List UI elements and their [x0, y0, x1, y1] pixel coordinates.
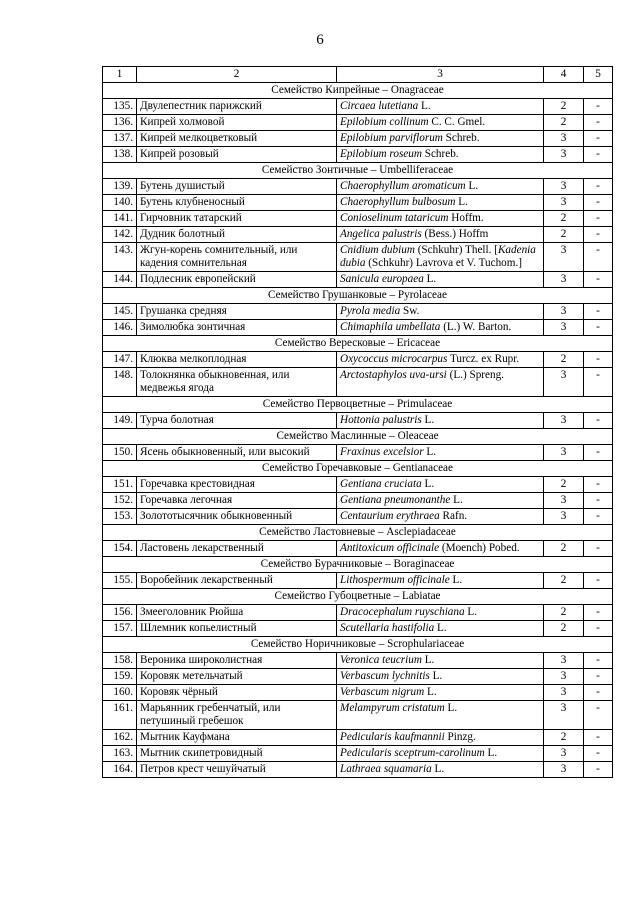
table-row: [103, 445, 613, 461]
latin-name: [337, 413, 544, 429]
latin-author: L.: [421, 478, 435, 490]
latin-binomial: Conioselinum tataricum: [340, 212, 449, 224]
table-body: [103, 83, 613, 778]
latin-binomial: Verbascum nigrum: [340, 686, 425, 698]
column-header: 4: [544, 67, 584, 83]
category-value: 3: [544, 272, 584, 288]
category-value: 3: [544, 445, 584, 461]
family-header-row: [103, 288, 613, 304]
category-value: 3: [544, 653, 584, 669]
family-header-row: [103, 429, 613, 445]
status-value: -: [584, 445, 613, 461]
latin-binomial: Chimaphila umbellata: [340, 321, 441, 333]
status-value: -: [584, 243, 613, 272]
row-number: 157.: [103, 621, 137, 637]
category-value: 3: [544, 509, 584, 525]
latin-author: L.: [431, 763, 445, 775]
table-row: [103, 243, 613, 272]
status-value: -: [584, 272, 613, 288]
category-value: 3: [544, 762, 584, 778]
latin-binomial: Fraxinus excelsior: [340, 446, 424, 458]
status-value: -: [584, 730, 613, 746]
latin-name: [337, 115, 544, 131]
category-value: 3: [544, 746, 584, 762]
latin-author: L.: [464, 606, 478, 618]
russian-name: Гирчовник татарский: [137, 211, 337, 227]
latin-name: [337, 541, 544, 557]
latin-name: [337, 179, 544, 195]
family-name: Семейство Норичниковые – Scrophulariaceae: [103, 637, 613, 653]
latin-name: [337, 320, 544, 336]
latin-binomial: Gentiana pneumonanthe: [340, 494, 451, 506]
latin-binomial: Angelica palustris: [340, 228, 422, 240]
status-value: -: [584, 621, 613, 637]
row-number: 164.: [103, 762, 137, 778]
latin-name: [337, 493, 544, 509]
family-header-row: [103, 557, 613, 573]
latin-author: (L.) Spreng.: [446, 369, 504, 381]
status-value: -: [584, 211, 613, 227]
category-value: 3: [544, 179, 584, 195]
latin-author: L.: [421, 414, 435, 426]
latin-author: (Moench) Pobed.: [439, 542, 520, 554]
latin-author: Pinzg.: [444, 731, 476, 743]
status-value: -: [584, 762, 613, 778]
russian-name: Марьянник гребенчатый, или петушиный гребешок: [137, 701, 337, 730]
russian-name: Зимолюбка зонтичная: [137, 320, 337, 336]
status-value: -: [584, 147, 613, 163]
row-number: 140.: [103, 195, 137, 211]
family-name: Семейство Маслинные – Oleaceae: [103, 429, 613, 445]
status-value: -: [584, 509, 613, 525]
status-value: -: [584, 115, 613, 131]
status-value: -: [584, 304, 613, 320]
latin-author: (L.) W. Barton.: [440, 321, 512, 333]
russian-name: Бутень душистый: [137, 179, 337, 195]
russian-name: Кипрей розовый: [137, 147, 337, 163]
latin-binomial: Hottonia palustris: [340, 414, 422, 426]
column-header: 5: [584, 67, 613, 83]
table-row: [103, 653, 613, 669]
status-value: -: [584, 653, 613, 669]
latin-author: (Schkuhr) Thell. [: [414, 244, 498, 256]
row-number: 143.: [103, 243, 137, 272]
family-name: Семейство Вересковые – Ericaceae: [103, 336, 613, 352]
row-number: 161.: [103, 701, 137, 730]
latin-binomial: Lithospermum officinale: [340, 574, 450, 586]
latin-name: [337, 211, 544, 227]
table-row: [103, 147, 613, 163]
latin-name: [337, 352, 544, 368]
latin-binomial: Circaea lutetiana: [340, 100, 419, 112]
latin-name: [337, 368, 544, 397]
russian-name: Грушанка средняя: [137, 304, 337, 320]
category-value: 2: [544, 99, 584, 115]
status-value: -: [584, 352, 613, 368]
table-row: [103, 685, 613, 701]
category-value: 3: [544, 685, 584, 701]
status-value: -: [584, 368, 613, 397]
row-number: 152.: [103, 493, 137, 509]
russian-name: Подлесник европейский: [137, 272, 337, 288]
table-header-row: [103, 67, 613, 83]
status-value: -: [584, 669, 613, 685]
table-row: [103, 131, 613, 147]
russian-name: Ластовень лекарственный: [137, 541, 337, 557]
latin-author: L.: [465, 180, 479, 192]
category-value: 3: [544, 147, 584, 163]
category-value: 2: [544, 621, 584, 637]
category-value: 2: [544, 115, 584, 131]
row-number: 149.: [103, 413, 137, 429]
latin-name: [337, 746, 544, 762]
russian-name: Мытник скипетровидный: [137, 746, 337, 762]
family-name: Семейство Первоцветные – Primulaceae: [103, 397, 613, 413]
status-value: -: [584, 605, 613, 621]
russian-name: Бутень клубненосный: [137, 195, 337, 211]
table-row: [103, 493, 613, 509]
latin-name: [337, 272, 544, 288]
latin-author: Rafn.: [439, 510, 468, 522]
latin-author: L.: [423, 446, 437, 458]
table-row: [103, 730, 613, 746]
table-row: [103, 701, 613, 730]
family-header-row: [103, 461, 613, 477]
status-value: -: [584, 493, 613, 509]
family-name: Семейство Горечавковые – Gentianaceae: [103, 461, 613, 477]
category-value: 2: [544, 605, 584, 621]
status-value: -: [584, 227, 613, 243]
table-row: [103, 413, 613, 429]
table-row: [103, 99, 613, 115]
status-value: -: [584, 573, 613, 589]
family-name: Семейство Грушанковые – Pyrolaceae: [103, 288, 613, 304]
latin-name: [337, 605, 544, 621]
table-row: [103, 746, 613, 762]
page-number: 6: [316, 32, 324, 48]
table-row: [103, 621, 613, 637]
latin-binomial: Veronica teucrium: [340, 654, 422, 666]
latin-binomial: Chaerophyllum aromaticum: [340, 180, 466, 192]
family-header-row: [103, 637, 613, 653]
table-row: [103, 272, 613, 288]
latin-author: L.: [450, 494, 463, 506]
row-number: 137.: [103, 131, 137, 147]
latin-author: L.: [449, 574, 463, 586]
row-number: 153.: [103, 509, 137, 525]
table-row: [103, 352, 613, 368]
status-value: -: [584, 179, 613, 195]
latin-name: [337, 685, 544, 701]
family-name: Семейство Зонтичные – Umbelliferaceae: [103, 163, 613, 179]
russian-name: Двулепестник парижский: [137, 99, 337, 115]
category-value: 3: [544, 195, 584, 211]
russian-name: Горечавка крестовидная: [137, 477, 337, 493]
latin-binomial: Cnidium dubium: [340, 244, 415, 256]
column-header: 2: [137, 67, 337, 83]
category-value: 2: [544, 573, 584, 589]
row-number: 139.: [103, 179, 137, 195]
latin-name: [337, 730, 544, 746]
latin-binomial: Chaerophyllum bulbosum: [340, 196, 456, 208]
row-number: 151.: [103, 477, 137, 493]
latin-author: C. C. Gmel.: [428, 116, 486, 128]
status-value: -: [584, 195, 613, 211]
category-value: 2: [544, 541, 584, 557]
latin-binomial: Epilobium parviflorum: [340, 132, 443, 144]
category-value: 3: [544, 413, 584, 429]
table-row: [103, 477, 613, 493]
latin-author: (Bess.) Hoffm: [421, 228, 489, 240]
latin-name: [337, 573, 544, 589]
status-value: -: [584, 413, 613, 429]
latin-name: [337, 701, 544, 730]
row-number: 144.: [103, 272, 137, 288]
russian-name: Дудник болотный: [137, 227, 337, 243]
family-name: Семейство Кипрейные – Onagraceae: [103, 83, 613, 99]
latin-name: [337, 653, 544, 669]
table-row: [103, 211, 613, 227]
latin-binomial: Arctostaphylos uva-ursi: [340, 369, 447, 381]
row-number: 150.: [103, 445, 137, 461]
family-name: Семейство Губоцветные – Labiatae: [103, 589, 613, 605]
table-row: [103, 509, 613, 525]
russian-name: Шлемник копьелистный: [137, 621, 337, 637]
latin-binomial: Kadenia dubia: [340, 244, 536, 269]
latin-author: Sw.: [400, 305, 420, 317]
russian-name: Золототысячник обыкновенный: [137, 509, 337, 525]
latin-binomial: Centaurium erythraea: [340, 510, 440, 522]
status-value: -: [584, 541, 613, 557]
row-number: 160.: [103, 685, 137, 701]
table-row: [103, 368, 613, 397]
category-value: 3: [544, 304, 584, 320]
column-header: 1: [103, 67, 137, 83]
row-number: 141.: [103, 211, 137, 227]
row-number: 158.: [103, 653, 137, 669]
family-header-row: [103, 336, 613, 352]
row-number: 145.: [103, 304, 137, 320]
species-table: [102, 66, 613, 778]
russian-name: Кипрей мелкоцветковый: [137, 131, 337, 147]
russian-name: Мытник Кауфмана: [137, 730, 337, 746]
category-value: 2: [544, 227, 584, 243]
category-value: 2: [544, 477, 584, 493]
latin-name: [337, 99, 544, 115]
latin-author: L.: [418, 100, 431, 112]
latin-author: L.: [455, 196, 468, 208]
status-value: -: [584, 701, 613, 730]
table-row: [103, 115, 613, 131]
latin-name: [337, 147, 544, 163]
category-value: 3: [544, 243, 584, 272]
latin-binomial: Dracocephalum ruyschiana: [340, 606, 465, 618]
category-value: 3: [544, 131, 584, 147]
table-row: [103, 179, 613, 195]
family-name: Семейство Ластовневые – Asclepiadaceae: [103, 525, 613, 541]
latin-binomial: Epilobium roseum: [340, 148, 422, 160]
russian-name: Жгун-корень сомнительный, или кадения сомнительная: [137, 243, 337, 272]
latin-binomial: Pedicularis kaufmannii: [340, 731, 445, 743]
status-value: -: [584, 99, 613, 115]
latin-name: [337, 131, 544, 147]
table-row: [103, 669, 613, 685]
status-value: -: [584, 320, 613, 336]
family-name: Семейство Бурачниковые – Boraginaceae: [103, 557, 613, 573]
russian-name: Кипрей холмовой: [137, 115, 337, 131]
status-value: -: [584, 685, 613, 701]
status-value: -: [584, 131, 613, 147]
latin-binomial: Melampyrum cristatum: [340, 702, 445, 714]
table-row: [103, 762, 613, 778]
row-number: 136.: [103, 115, 137, 131]
russian-name: Турча болотная: [137, 413, 337, 429]
table-row: [103, 605, 613, 621]
category-value: 3: [544, 701, 584, 730]
latin-author: L.: [421, 654, 435, 666]
table-row: [103, 304, 613, 320]
russian-name: Вероника широколистная: [137, 653, 337, 669]
latin-binomial: Lathraea squamaria: [340, 763, 432, 775]
family-header-row: [103, 589, 613, 605]
table-row: [103, 541, 613, 557]
category-value: 2: [544, 352, 584, 368]
latin-author: L.: [429, 670, 443, 682]
row-number: 163.: [103, 746, 137, 762]
latin-name: [337, 621, 544, 637]
category-value: 3: [544, 368, 584, 397]
row-number: 156.: [103, 605, 137, 621]
russian-name: Петров крест чешуйчатый: [137, 762, 337, 778]
latin-name: [337, 243, 544, 272]
family-header-row: [103, 163, 613, 179]
family-header-row: [103, 525, 613, 541]
family-header-row: [103, 83, 613, 99]
latin-name: [337, 304, 544, 320]
latin-author: Turcz. ex Rupr.: [447, 353, 520, 365]
row-number: 154.: [103, 541, 137, 557]
category-value: 2: [544, 730, 584, 746]
category-value: 3: [544, 493, 584, 509]
latin-author: L.: [423, 273, 437, 285]
latin-binomial: Sanicula europaea: [340, 273, 424, 285]
latin-binomial: Epilobium collinum: [340, 116, 429, 128]
latin-name: [337, 445, 544, 461]
table-row: [103, 195, 613, 211]
russian-name: Ясень обыкновенный, или высокий: [137, 445, 337, 461]
russian-name: Клюква мелкоплодная: [137, 352, 337, 368]
category-value: 3: [544, 669, 584, 685]
latin-name: [337, 509, 544, 525]
russian-name: Воробейник лекарственный: [137, 573, 337, 589]
latin-binomial: Oxycoccus microcarpus: [340, 353, 448, 365]
status-value: -: [584, 746, 613, 762]
latin-binomial: Scutellaria hastifolia: [340, 622, 435, 634]
row-number: 142.: [103, 227, 137, 243]
latin-binomial: Pedicularis sceptrum-carolinum: [340, 747, 485, 759]
table-row: [103, 573, 613, 589]
russian-name: Коровяк чёрный: [137, 685, 337, 701]
latin-name: [337, 669, 544, 685]
latin-name: [337, 477, 544, 493]
latin-author: L.: [424, 686, 437, 698]
russian-name: Змееголовник Рюйша: [137, 605, 337, 621]
latin-author: Schreb.: [442, 132, 480, 144]
latin-author: L.: [434, 622, 447, 634]
latin-binomial: Antitoxicum officinale: [340, 542, 440, 554]
row-number: 146.: [103, 320, 137, 336]
latin-author: Schreb.: [421, 148, 459, 160]
row-number: 155.: [103, 573, 137, 589]
latin-author: L.: [484, 747, 498, 759]
row-number: 138.: [103, 147, 137, 163]
latin-author: L.: [444, 702, 458, 714]
row-number: 135.: [103, 99, 137, 115]
row-number: 147.: [103, 352, 137, 368]
latin-author: Hoffm.: [448, 212, 484, 224]
table-row: [103, 227, 613, 243]
russian-name: Толокнянка обыкновенная, или медвежья ягода: [137, 368, 337, 397]
table-row: [103, 320, 613, 336]
russian-name: Коровяк метельчатый: [137, 669, 337, 685]
category-value: 2: [544, 211, 584, 227]
latin-name: [337, 762, 544, 778]
latin-author: (Schkuhr) Lavrova et V. Tuchom.]: [365, 257, 522, 269]
latin-name: [337, 227, 544, 243]
latin-binomial: Gentiana cruciata: [340, 478, 422, 490]
latin-binomial: Pyrola media: [340, 305, 401, 317]
family-header-row: [103, 397, 613, 413]
column-header: 3: [337, 67, 544, 83]
category-value: 3: [544, 320, 584, 336]
status-value: -: [584, 477, 613, 493]
row-number: 162.: [103, 730, 137, 746]
latin-name: [337, 195, 544, 211]
row-number: 148.: [103, 368, 137, 397]
russian-name: Горечавка легочная: [137, 493, 337, 509]
latin-binomial: Verbascum lychnitis: [340, 670, 430, 682]
row-number: 159.: [103, 669, 137, 685]
